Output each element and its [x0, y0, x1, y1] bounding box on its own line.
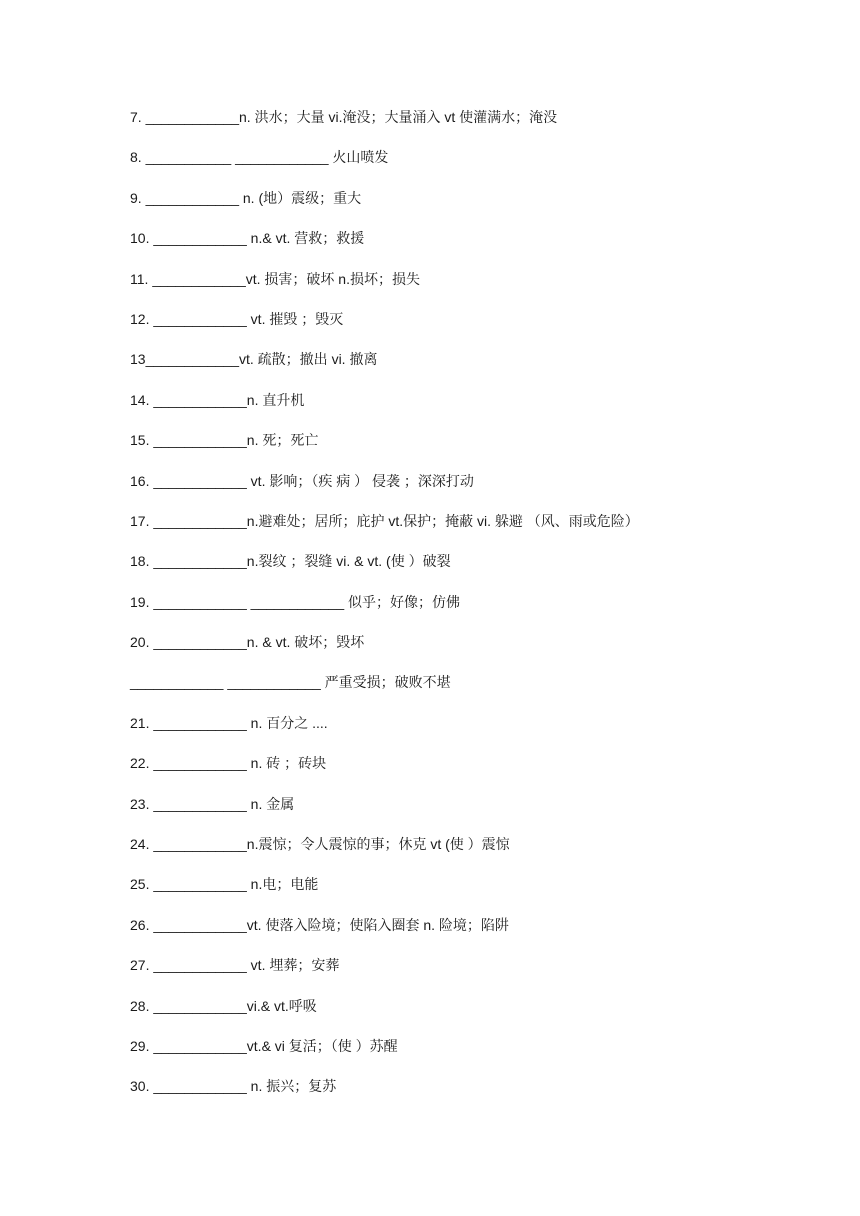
list-item: 19. ____________ ____________ 似乎；好像；仿佛 [130, 593, 460, 610]
list-item: 26. ____________vt. 使落入险境；使陷入圈套 n. 险境；陷阱 [130, 916, 509, 933]
list-item: 9. ____________ n. (地）震级；重大 [130, 189, 362, 206]
list-item: 21. ____________ n. 百分之 .... [130, 714, 328, 731]
list-item: 11. ____________vt. 损害；破坏 n.损坏；损失 [130, 270, 420, 287]
list-item: 24. ____________n.震惊；令人震惊的事；休克 vt (使 ）震惊 [130, 836, 510, 853]
list-item: 25. ____________ n.电；电能 [130, 876, 319, 893]
list-item: 29. ____________vt.& vi 复活；（使 ）苏醒 [130, 1037, 398, 1054]
list-item: 7. ____________n. 洪水；大量 vi.淹没；大量涌入 vt 使灌满水；淹没 [130, 109, 558, 125]
list-item: 30. ____________ n. 振兴；复苏 [130, 1078, 337, 1095]
list-item: 15. ____________n. 死；死亡 [130, 432, 319, 449]
list-item: 20. ____________n. & vt. 破坏；毁坏 [130, 634, 365, 651]
list-item: ____________ ____________ 严重受损；破败不堪 [130, 674, 451, 691]
list-item: 23. ____________ n. 金属 [130, 795, 295, 812]
list-item: 22. ____________ n. 砖 ；砖块 [130, 755, 327, 772]
list-item: 16. ____________ vt. 影响；（疾 病 ） 侵袭 ；深深打动 [130, 472, 474, 489]
list-item: 17. ____________n.避难处；居所；庇护 vt.保护；掩蔽 vi. 躲避 （风、雨或危险） [130, 512, 639, 529]
list-item: 27. ____________ vt. 埋葬；安葬 [130, 957, 340, 974]
vocabulary-list [130, 106, 830, 1116]
list-item: 13____________vt. 疏散；撤出 vi. 撤离 [130, 351, 378, 368]
list-item: 8. ___________ ____________ 火山喷发 [130, 149, 389, 166]
list-item: 14. ____________n. 直升机 [130, 391, 305, 408]
list-item: 28. ____________vi.& vt.呼吸 [130, 997, 317, 1014]
list-item: 12. ____________ vt. 摧毁 ；毁灭 [130, 310, 344, 327]
list-item: 18. ____________n.裂纹 ；裂缝 vi. & vt. (使 ）破裂 [130, 553, 451, 570]
list-item: 10. ____________ n.& vt. 营救；救援 [130, 230, 365, 247]
